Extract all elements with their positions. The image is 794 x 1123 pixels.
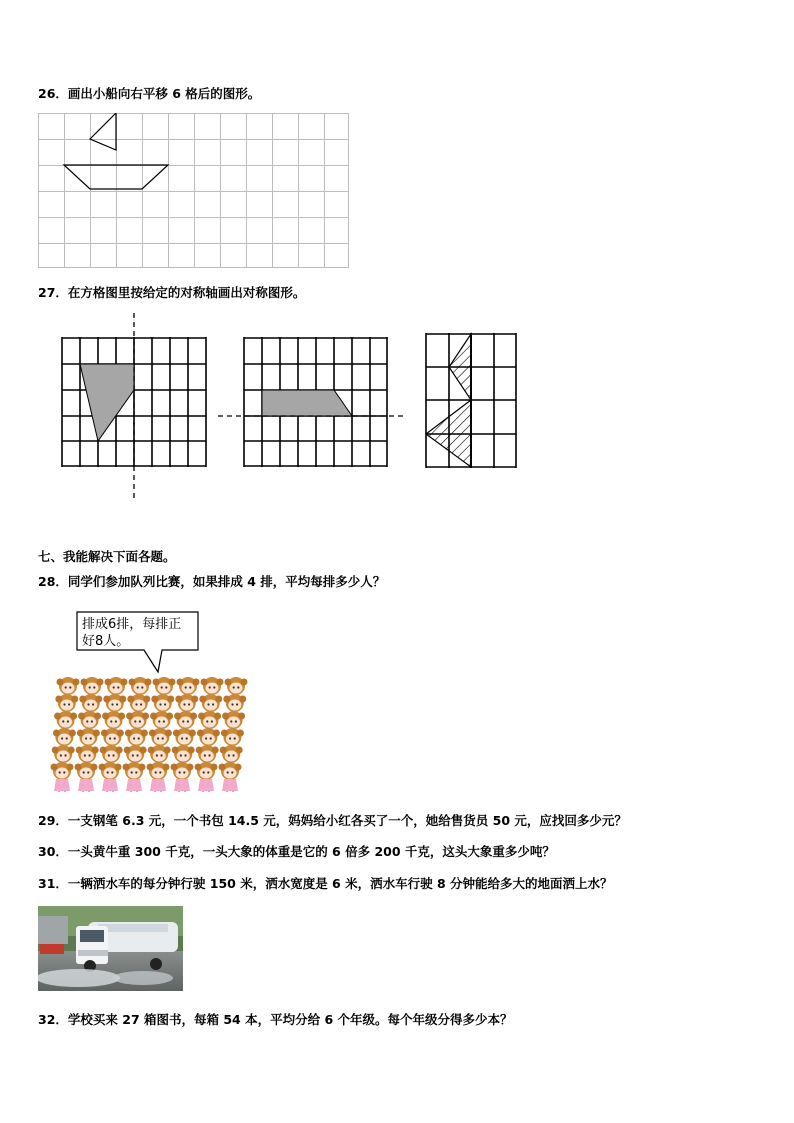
student-figure <box>199 694 222 712</box>
student-figure <box>99 762 122 792</box>
student-figure <box>51 762 74 792</box>
symmetry-grid-hatched <box>424 332 520 470</box>
student-figure <box>222 711 245 729</box>
student-figure <box>225 677 248 695</box>
student-figure <box>201 677 224 695</box>
student-figure <box>174 711 197 729</box>
student-figure <box>221 728 244 746</box>
student-figure <box>223 694 246 712</box>
student-figure <box>151 694 174 712</box>
speech-bubble <box>74 610 202 676</box>
student-figure <box>126 711 149 729</box>
question-31: 31．一辆洒水车的每分钟行驶 150 米，洒水宽度是 6 米，洒水车行驶 8 分钟能给多大的地面洒上水？ <box>38 876 613 891</box>
student-figure <box>153 677 176 695</box>
student-figure <box>123 762 146 792</box>
section-heading: 七、我能解决下面各题。 <box>38 549 176 564</box>
student-figure <box>171 762 194 792</box>
student-figure <box>220 745 243 763</box>
student-figure <box>150 711 173 729</box>
student-figure <box>177 677 200 695</box>
question-26: 26．画出小船向右平移 6 格后的图形。 <box>38 86 261 101</box>
student-figure <box>172 745 195 763</box>
boat-grid <box>38 113 350 269</box>
student-figure <box>101 728 124 746</box>
student-figure <box>100 745 123 763</box>
student-figure <box>129 677 152 695</box>
student-figure <box>196 745 219 763</box>
bubble-line-1: 排成6排，每排正 <box>82 617 182 632</box>
student-figure <box>125 728 148 746</box>
student-figure <box>197 728 220 746</box>
student-figure <box>147 762 170 792</box>
question-28: 28．同学们参加队列比赛，如果排成 4 排，平均每排多少人？ <box>38 574 386 589</box>
student-figure <box>75 762 98 792</box>
student-figure <box>103 694 126 712</box>
student-figure <box>198 711 221 729</box>
student-figure <box>219 762 242 792</box>
student-figure <box>81 677 104 695</box>
student-figure <box>195 762 218 792</box>
student-figure <box>149 728 172 746</box>
student-figure <box>175 694 198 712</box>
student-figure <box>173 728 196 746</box>
student-figure <box>105 677 128 695</box>
bubble-line-2: 好8人。 <box>82 634 130 649</box>
student-figure <box>79 694 102 712</box>
student-figure <box>54 711 77 729</box>
student-figure <box>55 694 78 712</box>
student-figure <box>76 745 99 763</box>
students-formation-image <box>48 674 254 792</box>
symmetry-grid-horizontal-axis <box>218 336 404 468</box>
student-figure <box>57 677 80 695</box>
student-figure <box>77 728 100 746</box>
question-29: 29．一支钢笔 6.3 元，一个书包 14.5 元，妈妈给小红各买了一个，她给售货员 50 元，应找回多少元？ <box>38 813 627 828</box>
shaded-shape <box>80 364 134 441</box>
student-figure <box>52 745 75 763</box>
student-figure <box>78 711 101 729</box>
student-figure <box>148 745 171 763</box>
symmetry-grid-vertical-axis <box>60 313 210 499</box>
student-figure <box>53 728 76 746</box>
question-30: 30．一头黄牛重 300 千克，一头大象的体重是它的 6 倍多 200 千克，这头大象重多少吨？ <box>38 844 555 859</box>
student-figure <box>127 694 150 712</box>
student-figure <box>124 745 147 763</box>
student-figure <box>102 711 125 729</box>
sprinkler-truck-photo <box>38 906 183 991</box>
question-32: 32．学校买来 27 箱图书，每箱 54 本，平均分给 6 个年级。每个年级分得多少本？ <box>38 1012 513 1027</box>
shaded-shape <box>262 390 352 416</box>
question-27: 27．在方格图里按给定的对称轴画出对称图形。 <box>38 285 306 300</box>
